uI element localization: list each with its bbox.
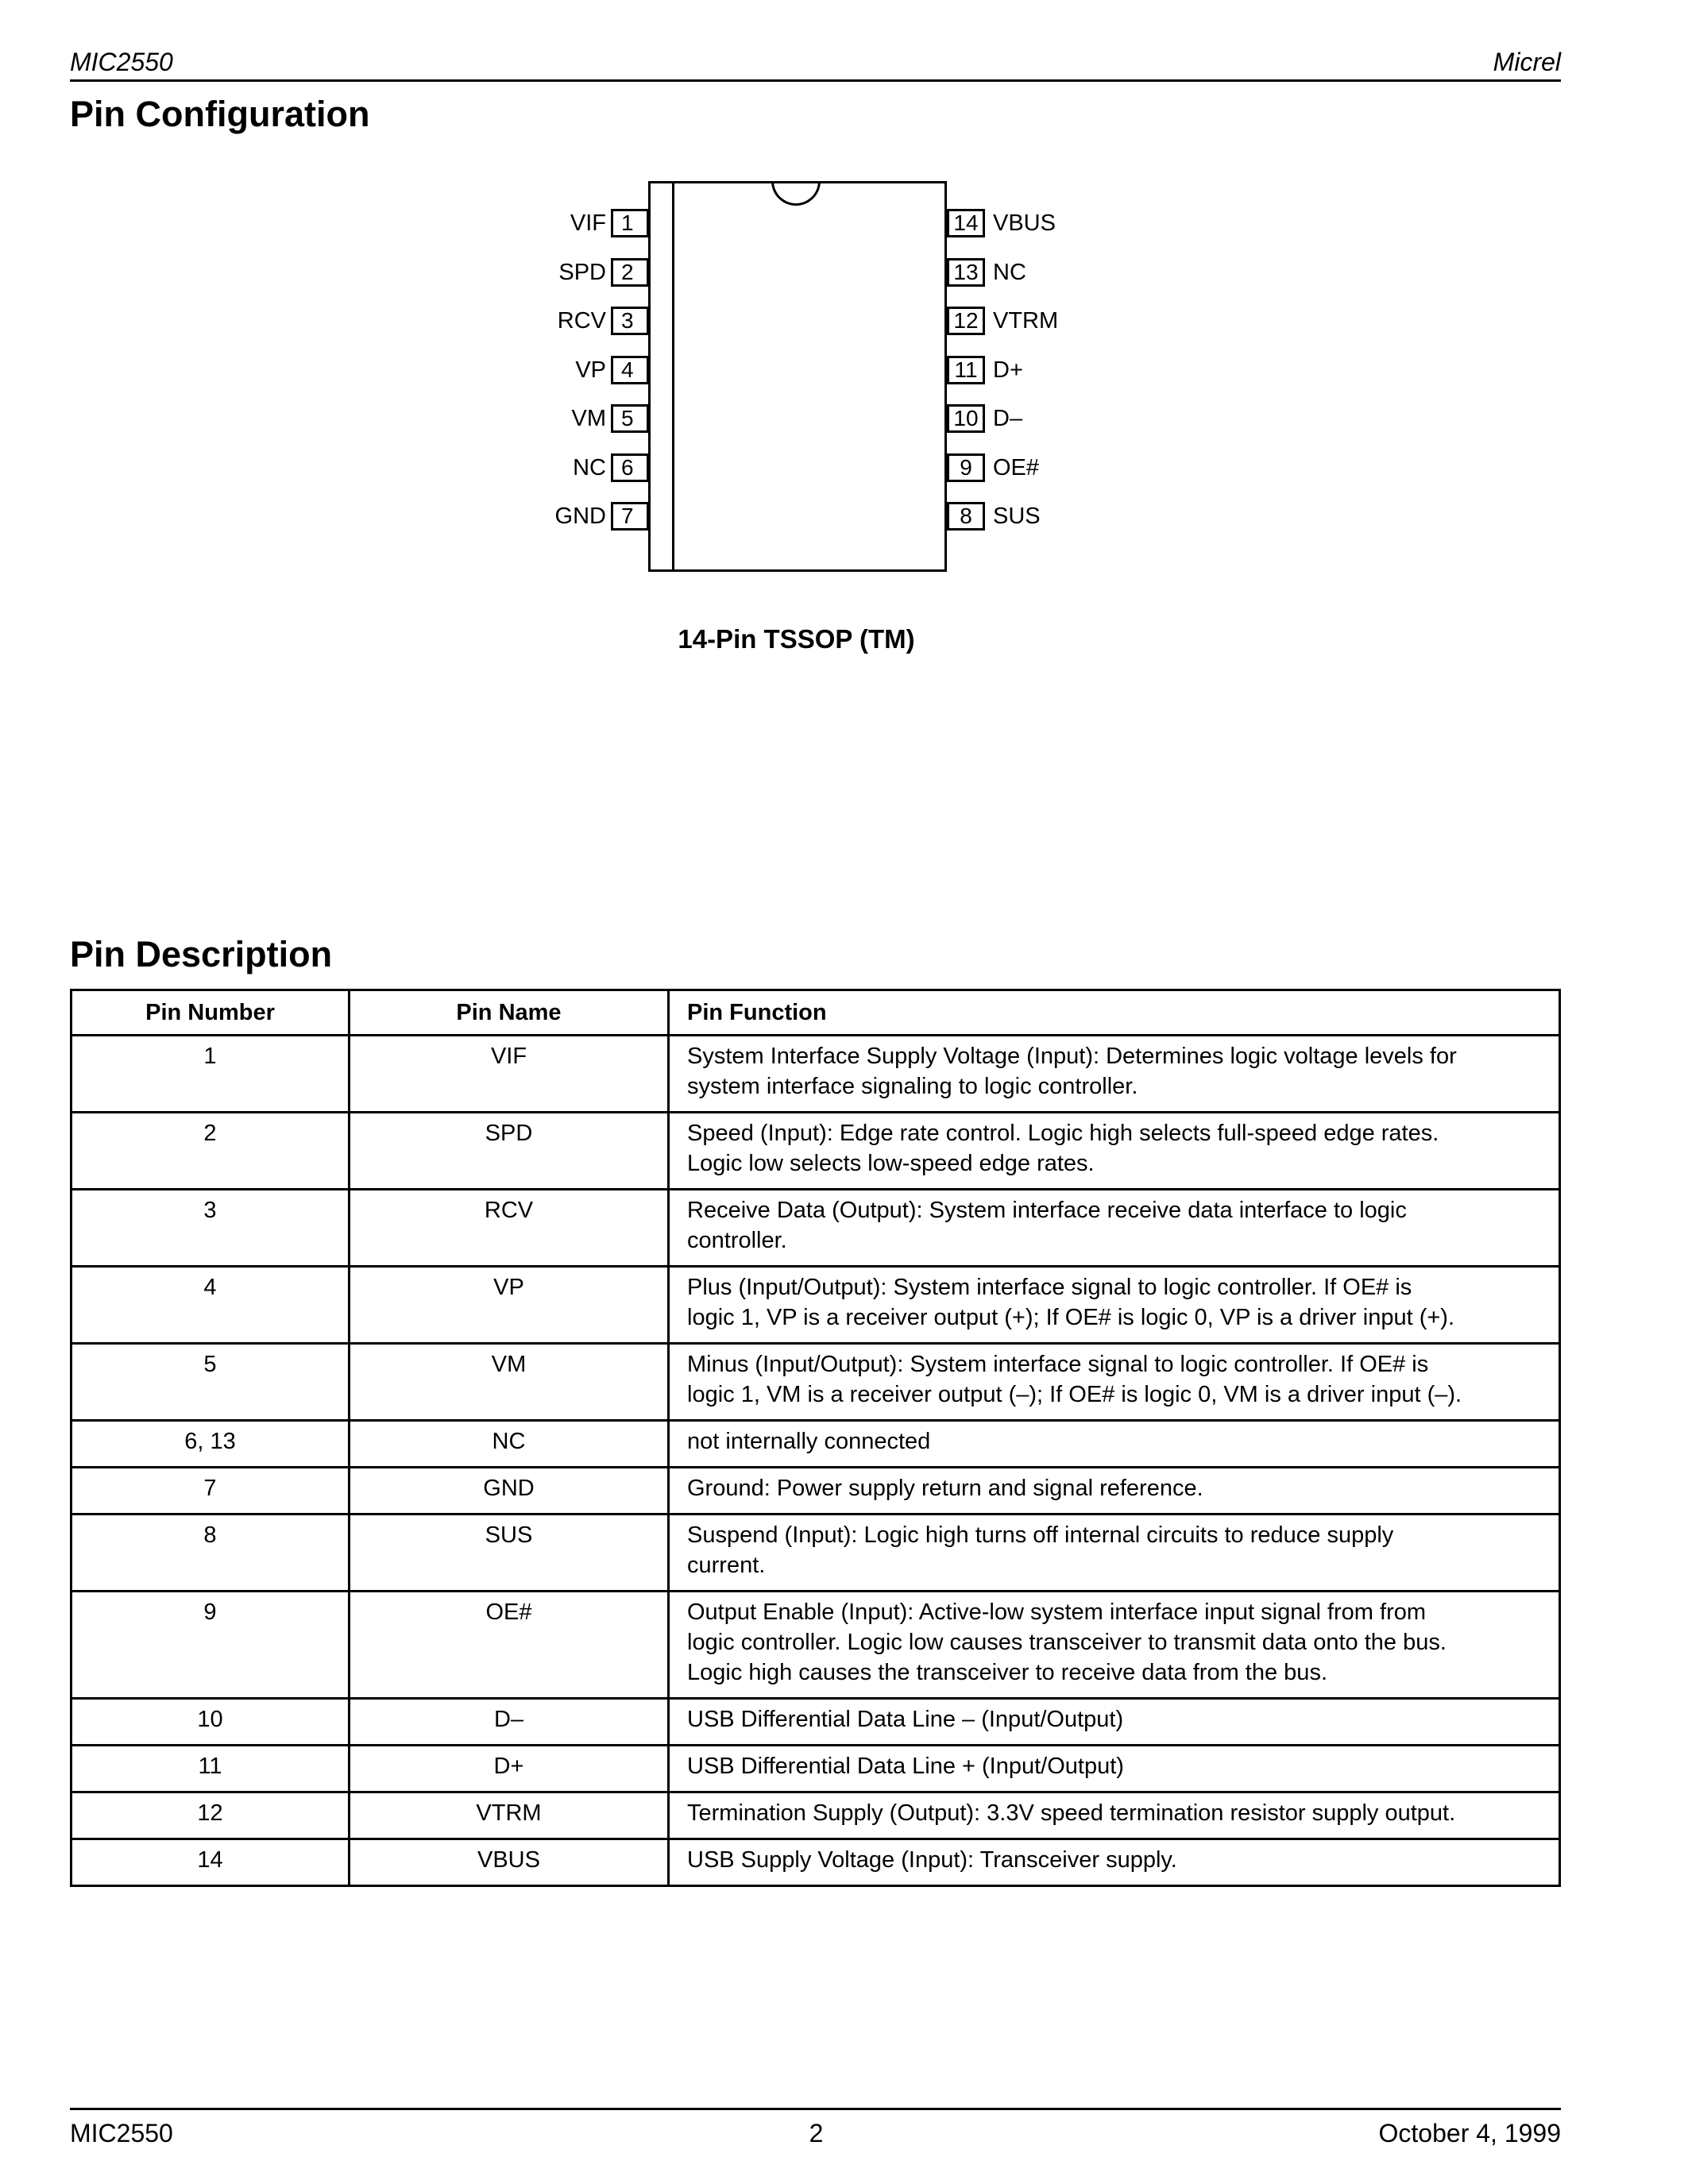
table-header-row: [71, 990, 1560, 1036]
cell-pin-name: GND: [350, 1468, 669, 1515]
pin-left-label: VIF: [570, 210, 606, 236]
pin-description-title: Pin Description: [70, 934, 333, 974]
pin-left-number: 7: [611, 502, 649, 531]
pin-right-number: 9: [947, 453, 985, 482]
pin-right-label: OE#: [993, 455, 1040, 480]
pin-right-label: VBUS: [993, 210, 1056, 236]
function-line: USB Differential Data Line + (Input/Output): [687, 1754, 1124, 1779]
pin-right-number: 13: [947, 258, 985, 287]
pin-right-number: 10: [947, 404, 985, 433]
pin-left-number: 4: [611, 356, 649, 384]
cell-pin-number: 1: [71, 1036, 350, 1113]
function-line: Logic high causes the transceiver to receive data from the bus.: [687, 1660, 1327, 1685]
header-pin-name: Pin Name: [350, 990, 669, 1036]
cell-pin-number: 8: [71, 1515, 350, 1592]
table-row: [71, 1839, 1560, 1886]
table-row: [71, 1592, 1560, 1699]
cell-pin-name: VIF: [350, 1036, 669, 1113]
pin-right-number: 12: [947, 307, 985, 335]
cell-pin-name: SUS: [350, 1515, 669, 1592]
table-row: [71, 1792, 1560, 1839]
footer-date: October 4, 1999: [1378, 2119, 1561, 2147]
ic-package-body: [648, 181, 947, 572]
cell-pin-number: 14: [71, 1839, 350, 1886]
pin-left-label: VM: [571, 406, 606, 431]
function-line: not internally connected: [687, 1429, 931, 1454]
pin-left-number: 3: [611, 307, 649, 335]
header-pin-number: Pin Number: [71, 990, 350, 1036]
table-row: [71, 1267, 1560, 1344]
pin-right-number: 14: [947, 209, 985, 237]
cell-pin-number: 4: [71, 1267, 350, 1344]
cell-pin-function: [669, 1113, 1560, 1190]
cell-pin-name: NC: [350, 1421, 669, 1468]
function-line: controller.: [687, 1228, 787, 1253]
pin-description-table: [70, 989, 1561, 1887]
cell-pin-number: 3: [71, 1190, 350, 1267]
header-company: Micrel: [1493, 48, 1561, 76]
header-pin-function: Pin Function: [669, 990, 1560, 1036]
function-line: Receive Data (Output): System interface receive data interface to logic: [687, 1198, 1407, 1223]
table-row: [71, 1515, 1560, 1592]
table-row: [71, 1468, 1560, 1515]
function-line: Output Enable (Input): Active-low system interface input signal from from: [687, 1599, 1427, 1625]
cell-pin-function: [669, 1468, 1560, 1515]
cell-pin-function: [669, 1267, 1560, 1344]
cell-pin-number: 7: [71, 1468, 350, 1515]
function-line: logic controller. Logic low causes transceiver to transmit data onto the bus.: [687, 1630, 1447, 1655]
cell-pin-number: 9: [71, 1592, 350, 1699]
table-row: [71, 1113, 1560, 1190]
cell-pin-name: VM: [350, 1344, 669, 1421]
cell-pin-number: 6, 13: [71, 1421, 350, 1468]
cell-pin-name: D+: [350, 1746, 669, 1792]
function-line: current.: [687, 1553, 766, 1578]
table-row: [71, 1190, 1560, 1267]
function-line: Suspend (Input): Logic high turns off internal circuits to reduce supply: [687, 1522, 1394, 1548]
pin-right-number: 11: [947, 356, 985, 384]
pin-right-number: 8: [947, 502, 985, 531]
package-caption: 14-Pin TSSOP (TM): [678, 624, 915, 654]
cell-pin-number: 2: [71, 1113, 350, 1190]
cell-pin-function: [669, 1839, 1560, 1886]
ic-pin1-stripe: [672, 181, 674, 572]
cell-pin-name: RCV: [350, 1190, 669, 1267]
pin-right-label: D+: [993, 357, 1023, 383]
function-line: Logic low selects low-speed edge rates.: [687, 1151, 1095, 1176]
function-line: system interface signaling to logic controller.: [687, 1074, 1138, 1099]
cell-pin-number: 5: [71, 1344, 350, 1421]
function-line: USB Differential Data Line – (Input/Output): [687, 1707, 1124, 1732]
pin-right-label: D–: [993, 406, 1023, 431]
pin-left-number: 6: [611, 453, 649, 482]
function-line: Plus (Input/Output): System interface signal to logic controller. If OE# is: [687, 1275, 1412, 1300]
function-line: Ground: Power supply return and signal reference.: [687, 1476, 1203, 1501]
cell-pin-function: [669, 1344, 1560, 1421]
table-row: [71, 1746, 1560, 1792]
table-row: [71, 1344, 1560, 1421]
pin-left-label: RCV: [557, 308, 606, 334]
table-row: [71, 1036, 1560, 1113]
pin-right-label: SUS: [993, 504, 1041, 529]
cell-pin-number: 12: [71, 1792, 350, 1839]
function-line: logic 1, VP is a receiver output (+); If OE# is logic 0, VP is a driver input (+).: [687, 1305, 1455, 1330]
pin-left-number: 5: [611, 404, 649, 433]
cell-pin-function: [669, 1792, 1560, 1839]
cell-pin-name: D–: [350, 1699, 669, 1746]
cell-pin-function: [669, 1190, 1560, 1267]
cell-pin-function: [669, 1036, 1560, 1113]
pin-left-number: 2: [611, 258, 649, 287]
header-rule: [70, 79, 1561, 82]
table-row: [71, 1699, 1560, 1746]
pin-left-label: VP: [575, 357, 606, 383]
pin-configuration-title: Pin Configuration: [70, 94, 370, 134]
table-row: [71, 1421, 1560, 1468]
cell-pin-function: [669, 1515, 1560, 1592]
cell-pin-function: [669, 1746, 1560, 1792]
footer-part-number: MIC2550: [70, 2119, 173, 2147]
cell-pin-name: OE#: [350, 1592, 669, 1699]
cell-pin-name: VTRM: [350, 1792, 669, 1839]
function-line: Minus (Input/Output): System interface signal to logic controller. If OE# is: [687, 1352, 1429, 1377]
function-line: USB Supply Voltage (Input): Transceiver supply.: [687, 1847, 1177, 1873]
cell-pin-function: [669, 1699, 1560, 1746]
header-part-number: MIC2550: [70, 48, 173, 76]
cell-pin-number: 10: [71, 1699, 350, 1746]
cell-pin-number: 11: [71, 1746, 350, 1792]
function-line: logic 1, VM is a receiver output (–); If OE# is logic 0, VM is a driver input (–).: [687, 1382, 1462, 1407]
pin-left-label: SPD: [558, 260, 606, 285]
cell-pin-function: [669, 1421, 1560, 1468]
cell-pin-name: VBUS: [350, 1839, 669, 1886]
pin-left-label: NC: [573, 455, 606, 480]
pin-right-label: VTRM: [993, 308, 1059, 334]
cell-pin-function: [669, 1592, 1560, 1699]
function-line: System Interface Supply Voltage (Input): Determines logic voltage levels for: [687, 1044, 1457, 1069]
cell-pin-name: VP: [350, 1267, 669, 1344]
cell-pin-name: SPD: [350, 1113, 669, 1190]
pin-right-label: NC: [993, 260, 1026, 285]
pin-left-number: 1: [611, 209, 649, 237]
pin-left-label: GND: [554, 504, 606, 529]
function-line: Speed (Input): Edge rate control. Logic high selects full-speed edge rates.: [687, 1121, 1439, 1146]
footer-page-number: 2: [809, 2119, 824, 2147]
footer-rule: [70, 2108, 1561, 2110]
function-line: Termination Supply (Output): 3.3V speed termination resistor supply output.: [687, 1800, 1456, 1826]
